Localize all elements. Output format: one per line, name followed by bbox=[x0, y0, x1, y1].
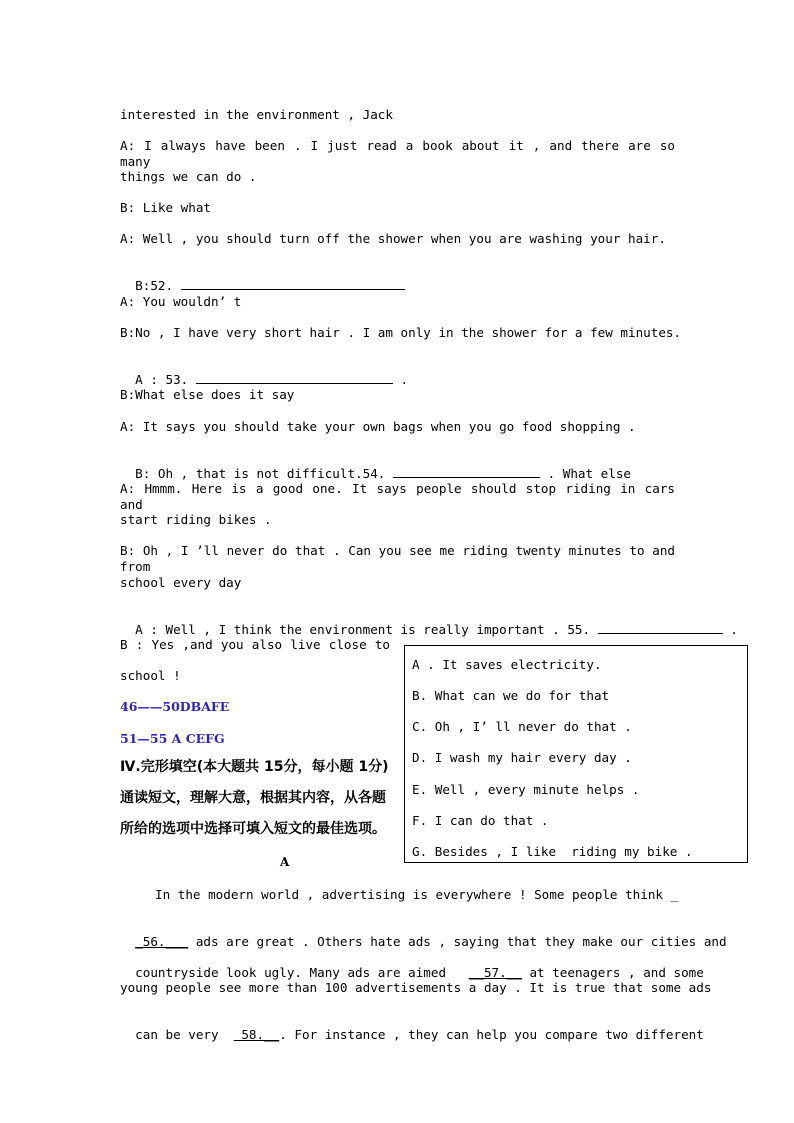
passage-text: countryside look ugly. Many ads are aimed bbox=[135, 965, 469, 980]
dialogue-line: interested in the environment , Jack bbox=[120, 107, 393, 122]
dialogue-line: school every day bbox=[120, 575, 242, 590]
answer-blank-53[interactable] bbox=[196, 372, 393, 384]
dialogue-line: B: Like what bbox=[120, 200, 211, 215]
dialogue-line: school ! bbox=[120, 668, 181, 683]
blank-57[interactable]: __57.__ bbox=[468, 965, 522, 980]
passage-line bbox=[120, 918, 727, 950]
option-item: B. What can we do for that bbox=[412, 688, 610, 703]
option-item: G. Besides , I like riding my bike . bbox=[412, 844, 693, 859]
passage-text: at teenagers , and some bbox=[521, 965, 704, 980]
option-item: D. I wash my hair every day . bbox=[412, 750, 632, 765]
passage-line bbox=[120, 1011, 704, 1043]
line-end: . bbox=[730, 622, 738, 637]
blank-56[interactable]: _56.___ bbox=[135, 934, 189, 949]
dialogue-line: A: Well , you should turn off the shower when you are washing your hair. bbox=[120, 231, 666, 246]
line-text: A : Well , I think the environment is really important . 55. bbox=[135, 622, 591, 637]
option-item: F. I can do that . bbox=[412, 813, 549, 828]
dialogue-line: A: It says you should take your own bags when you go food shopping . bbox=[120, 419, 636, 434]
question-number: B:52. bbox=[135, 278, 174, 293]
answer-blank-54[interactable] bbox=[393, 466, 540, 478]
dialogue-line: B:No , I have very short hair . I am only in the shower for a few minutes. bbox=[120, 325, 682, 340]
dialogue-line-55 bbox=[120, 606, 738, 638]
passage-line: In the modern world , advertising is everywhere ! Some people think _ bbox=[155, 887, 679, 902]
option-item: E. Well , every minute helps . bbox=[412, 782, 640, 797]
passage-text: can be very bbox=[135, 1027, 234, 1042]
dialogue-line: A: I always have been . I just read a book about it , and there are so many bbox=[120, 138, 675, 169]
answer-key: 51—55 A CEFG bbox=[120, 731, 225, 746]
answer-key: 46——50DBAFE bbox=[120, 699, 230, 714]
line-end: . bbox=[400, 372, 409, 387]
dialogue-line: A: Hmmm. Here is a good one. It says people should stop riding in cars and bbox=[120, 481, 675, 512]
answer-blank-55[interactable] bbox=[598, 622, 723, 634]
options-box bbox=[404, 645, 748, 863]
dialogue-line: A: You wouldn’ t bbox=[120, 294, 242, 309]
passage-text: ads are great . Others hate ads , saying that they make our cities and bbox=[188, 934, 727, 949]
answer-blank-52[interactable] bbox=[181, 278, 405, 290]
dialogue-line: B: Oh , I ’ll never do that . Can you see me riding twenty minutes to and from bbox=[120, 543, 675, 574]
question-number: A : 53. bbox=[135, 372, 189, 387]
line-text: B: Oh , that is not difficult.54. bbox=[135, 466, 386, 481]
dialogue-line: start riding bikes . bbox=[120, 512, 272, 527]
section-instruction: 通读短文，理解大意，根据其内容，从各题 bbox=[120, 790, 386, 806]
passage-label: A bbox=[280, 855, 290, 869]
dialogue-line: B:What else does it say bbox=[120, 387, 295, 402]
dialogue-line: things we can do . bbox=[120, 169, 257, 184]
dialogue-line-52 bbox=[120, 262, 405, 294]
passage-text: . For instance , they can help you compare two different bbox=[279, 1027, 704, 1042]
dialogue-line: B : Yes ,and you also live close to bbox=[120, 637, 390, 652]
passage-line: young people see more than 100 advertisements a day . It is true that some ads bbox=[120, 980, 712, 995]
dialogue-line-54 bbox=[120, 450, 631, 482]
line-text: . What else bbox=[547, 466, 631, 481]
section-instruction: 所给的选项中选择可填入短文的最佳选项。 bbox=[120, 821, 386, 837]
blank-58[interactable]: 58.__ bbox=[233, 1027, 280, 1042]
passage-line bbox=[120, 949, 704, 981]
option-item: A . It saves electricity. bbox=[412, 657, 602, 672]
section-heading: Ⅳ.完形填空(本大题共 15分，每小题 1分) bbox=[120, 759, 389, 775]
dialogue-line-53 bbox=[120, 356, 408, 388]
option-item: C. Oh , I’ ll never do that . bbox=[412, 719, 632, 734]
